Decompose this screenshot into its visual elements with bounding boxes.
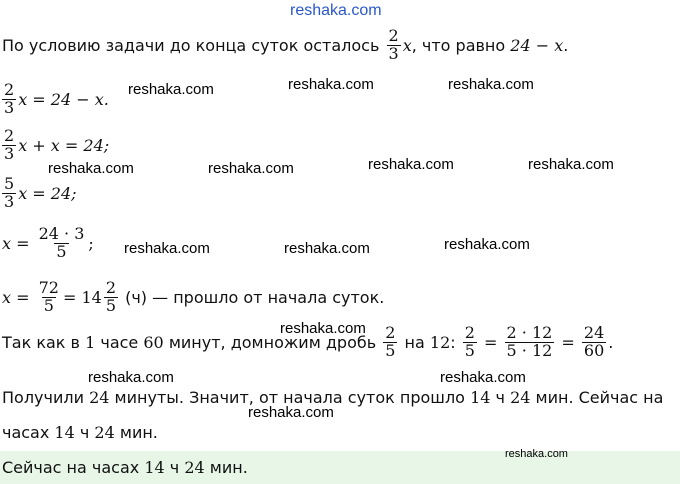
text: минуты. Значит, от начала суток прошло bbox=[114, 388, 465, 407]
equation-rest: x = 24; bbox=[18, 183, 77, 203]
equation-1 bbox=[0, 82, 109, 117]
number: 24 bbox=[94, 423, 115, 442]
watermark: reshaka.com bbox=[280, 320, 366, 337]
denominator: 5 bbox=[385, 340, 396, 360]
fraction bbox=[2, 176, 16, 211]
number: 14 bbox=[54, 423, 75, 442]
numerator: 5 bbox=[4, 174, 15, 193]
denominator: 5 bbox=[464, 340, 475, 360]
equation-lhs: x = bbox=[2, 233, 30, 253]
watermark: reshaka.com bbox=[444, 236, 530, 253]
denominator: 3 bbox=[4, 191, 15, 211]
watermark: reshaka.com bbox=[248, 404, 334, 421]
equation-rest: x = 24 − x. bbox=[18, 89, 109, 109]
number: 24 bbox=[184, 458, 205, 477]
text: Сейчас на часах bbox=[2, 458, 140, 477]
denominator: 5 bbox=[105, 295, 117, 315]
denominator: 3 bbox=[388, 43, 399, 63]
denominator: 3 bbox=[4, 143, 15, 163]
number: 1 bbox=[85, 332, 96, 352]
number: 12 bbox=[429, 332, 451, 352]
numerator: 2 bbox=[385, 323, 396, 342]
fraction-72-5 bbox=[37, 280, 61, 315]
fraction bbox=[383, 325, 397, 360]
statement-mid: , что равно bbox=[411, 35, 506, 55]
numerator: 2 bbox=[105, 278, 117, 297]
watermark: reshaka.com bbox=[124, 240, 210, 257]
number: 24 bbox=[510, 388, 531, 407]
numerator: 2 bbox=[4, 80, 15, 99]
text: мин. Сейчас на bbox=[535, 388, 664, 407]
fraction bbox=[463, 325, 477, 360]
mixed-whole: = 14 bbox=[62, 287, 102, 307]
colon: : bbox=[450, 332, 456, 352]
fraction-2-5 bbox=[104, 280, 118, 315]
numerator: 24 · 3 bbox=[38, 224, 85, 243]
watermark: reshaka.com bbox=[208, 160, 294, 177]
text: ч bbox=[495, 388, 505, 407]
text: Так как в bbox=[2, 332, 80, 352]
fraction bbox=[2, 128, 16, 163]
equation-5 bbox=[2, 280, 384, 315]
text: Получили bbox=[2, 388, 84, 407]
denominator: 5 bbox=[43, 295, 54, 315]
equation-lhs: x = bbox=[2, 287, 30, 307]
watermark: reshaka.com bbox=[368, 156, 454, 173]
equals: = bbox=[561, 332, 575, 352]
variable-x: x bbox=[402, 35, 412, 55]
watermark: reshaka.com bbox=[284, 240, 370, 257]
watermark: reshaka.com bbox=[128, 81, 214, 98]
problem-statement bbox=[2, 28, 568, 63]
denominator: 5 bbox=[56, 241, 67, 261]
text: мин. bbox=[119, 423, 158, 442]
fraction bbox=[2, 82, 16, 117]
equation-caption: (ч) — прошло от начала суток. bbox=[125, 287, 385, 307]
numerator: 72 bbox=[38, 278, 59, 297]
semicolon: ; bbox=[88, 233, 94, 253]
watermark: reshaka.com bbox=[448, 76, 534, 93]
fraction bbox=[582, 325, 606, 360]
number: 24 bbox=[89, 388, 110, 407]
equation-2 bbox=[0, 128, 109, 163]
watermark: reshaka.com bbox=[505, 448, 568, 460]
numerator: 2 bbox=[4, 126, 15, 145]
fraction bbox=[37, 226, 87, 261]
watermark: reshaka.com bbox=[528, 156, 614, 173]
text: минут, домножим дробь bbox=[168, 332, 377, 352]
statement-text: По условию задачи до конца суток осталось bbox=[2, 35, 380, 55]
numerator: 2 bbox=[464, 323, 475, 342]
period: . bbox=[563, 35, 569, 55]
numerator: 24 bbox=[583, 323, 605, 342]
number: 60 bbox=[143, 332, 164, 352]
answer-text bbox=[2, 458, 248, 477]
text: часах bbox=[2, 423, 50, 442]
numerator: 2 bbox=[388, 26, 399, 45]
watermark: reshaka.com bbox=[88, 369, 174, 386]
fraction-two-thirds bbox=[387, 28, 401, 63]
denominator: 5 · 12 bbox=[506, 340, 553, 360]
equation-4 bbox=[2, 226, 94, 261]
equation-3 bbox=[0, 176, 77, 211]
text: ч bbox=[79, 423, 90, 442]
period: . bbox=[608, 332, 614, 352]
text: часе bbox=[100, 332, 139, 352]
site-link[interactable]: reshaka.com bbox=[290, 2, 382, 19]
watermark: reshaka.com bbox=[48, 160, 134, 177]
answer-box bbox=[0, 448, 680, 484]
numerator: 2 · 12 bbox=[506, 323, 553, 342]
watermark: reshaka.com bbox=[440, 369, 526, 386]
denominator: 60 bbox=[583, 340, 605, 360]
watermark: reshaka.com bbox=[288, 76, 374, 93]
number: 14 bbox=[144, 458, 165, 477]
text: ч bbox=[169, 458, 180, 477]
equation-rest: x + x = 24; bbox=[18, 135, 110, 155]
text: на bbox=[404, 332, 425, 352]
equals: = bbox=[484, 332, 498, 352]
number: 14 bbox=[470, 388, 491, 407]
conclusion-line-2 bbox=[2, 423, 158, 442]
fraction bbox=[505, 325, 555, 360]
text: мин. bbox=[209, 458, 248, 477]
expression: 24 − x bbox=[510, 35, 564, 55]
denominator: 3 bbox=[4, 97, 15, 117]
